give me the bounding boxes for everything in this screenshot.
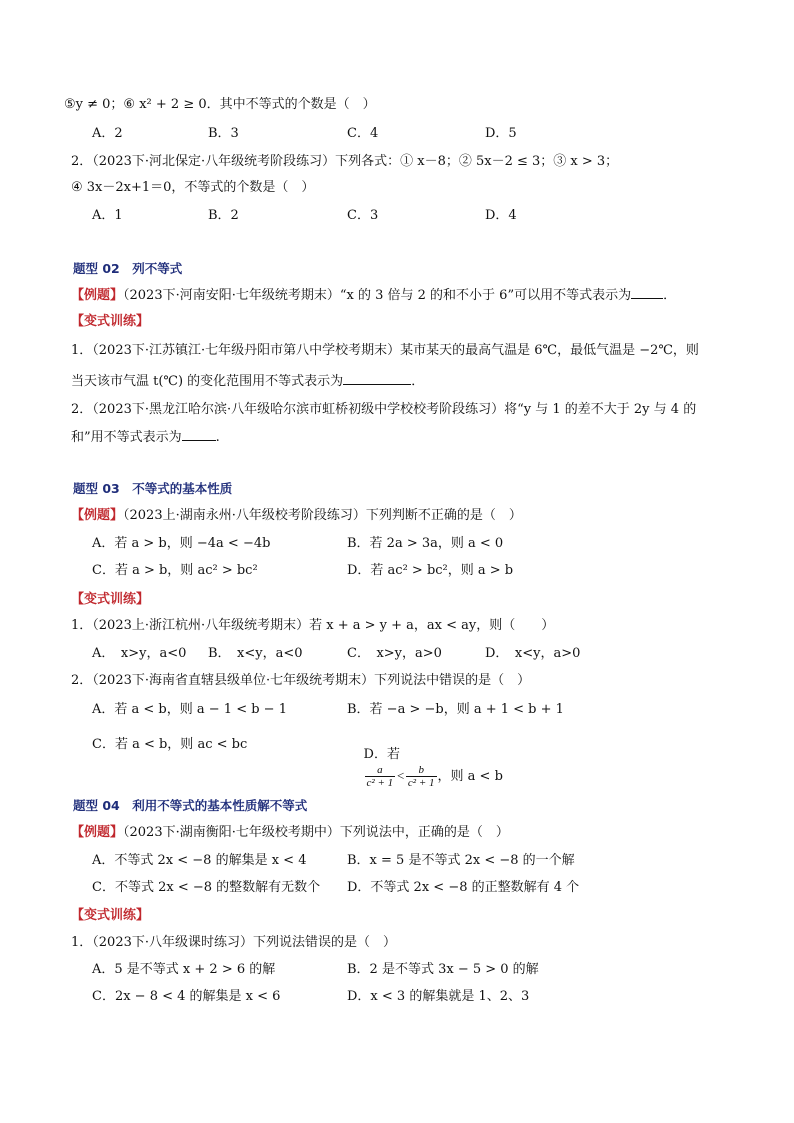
answer-blank xyxy=(343,372,411,385)
option-b: B．3 xyxy=(208,126,239,141)
option-c: C． x>y，a>0 xyxy=(347,646,442,661)
option-d-prefix: D．若 xyxy=(363,747,400,762)
fraction xyxy=(406,764,437,789)
option-d-suffix: ，则 a < b xyxy=(437,769,503,784)
train-tag: 【变式训练】 xyxy=(71,314,150,329)
option-a: A．若 a > b，则 −4a < −4b xyxy=(92,536,271,551)
option-d: D．x < 3 的解集就是 1、2、3 xyxy=(347,989,530,1004)
question-line xyxy=(71,617,554,635)
option-a: A．若 a < b，则 a − 1 < b − 1 xyxy=(92,702,287,717)
fraction xyxy=(365,764,396,789)
option-d xyxy=(347,728,503,807)
option-d: D．4 xyxy=(485,208,517,223)
question-line xyxy=(71,428,220,447)
option-d: D．不等式 2x < −8 的正整数解有 4 个 xyxy=(347,880,580,895)
example-text: （2023下·湖南衡阳·七年级校考期中）下列说法中，正确的是（ ） xyxy=(123,825,509,840)
question-line xyxy=(71,342,699,360)
option-a: A．5 是不等式 x + 2 > 6 的解 xyxy=(92,962,276,977)
question-text: 2．（2023下·黑龙江哈尔滨·八年级哈尔滨市虹桥初级中学校校考阶段练习）将“y 与 1 的差不大于 2y 与 4 的 xyxy=(71,402,697,417)
question-text: 2．（2023下·河北保定·八年级统考阶段练习）下列各式：① x－8；② 5x－2 ≤ 3；③ x > 3； xyxy=(71,154,619,169)
question-text: 1．（2023下·江苏镇江·七年级丹阳市第八中学校考期末）某市某天的最高气温是 6℃，最低气温是 −2℃，则 xyxy=(71,343,699,358)
question-text: 1．（2023上·浙江杭州·八年级统考期末）若 x + a > y + a，ax < ay，则（ ） xyxy=(71,618,555,633)
question-line xyxy=(71,401,696,419)
option-d: D． x<y，a>0 xyxy=(485,646,581,661)
question-line xyxy=(71,934,396,952)
train-tag: 【变式训练】 xyxy=(71,592,150,607)
train-tag: 【变式训练】 xyxy=(71,908,150,923)
option-c: C．2x − 8 < 4 的解集是 x < 6 xyxy=(92,989,281,1004)
question-line xyxy=(71,372,424,391)
section-heading: 题型 04 利用不等式的基本性质解不等式 xyxy=(73,798,308,813)
example-text: （2023下·河南安阳·七年级统考期末）“x 的 3 倍与 2 的和不小于 6”可以用不等式表示为 xyxy=(123,288,632,303)
fraction-denominator: c² + 1 xyxy=(407,777,435,789)
question-text: 2．（2023下·海南省直辖县级单位·七年级统考期末）下列说法中错误的是（ ） xyxy=(71,673,531,688)
example-tag: 【例题】 xyxy=(71,288,124,303)
option-a: A．2 xyxy=(92,126,123,141)
train-tag-line xyxy=(71,907,149,925)
option-b: B． x<y，a<0 xyxy=(208,646,303,661)
punct: . xyxy=(215,430,220,445)
example-line xyxy=(71,286,676,305)
question-text: 当天该市气温 t(℃) 的变化范围用不等式表示为 xyxy=(71,374,344,389)
question-line xyxy=(64,96,376,114)
train-tag-line xyxy=(71,313,149,331)
fraction-numerator: a xyxy=(365,764,396,777)
question-text: 1．（2023下·八年级课时练习）下列说法错误的是（ ） xyxy=(71,935,396,950)
option-a: A． x>y，a<0 xyxy=(92,646,187,661)
train-tag-line xyxy=(71,591,149,609)
example-line xyxy=(71,824,509,842)
option-b: B．若 −a > −b，则 a + 1 < b + 1 xyxy=(347,702,564,717)
option-d: D．若 ac² > bc²，则 a > b xyxy=(347,563,514,578)
option-b: B．2 xyxy=(208,208,239,223)
answer-blank xyxy=(182,428,216,441)
less-than: < xyxy=(396,768,405,783)
section-heading: 题型 02 列不等式 xyxy=(73,261,183,276)
fraction-numerator: b xyxy=(406,764,437,777)
question-line xyxy=(71,672,530,690)
question-text: ⑤y ≠ 0；⑥ x² + 2 ≥ 0．其中不等式的个数是（ ） xyxy=(64,97,376,112)
example-tag: 【例题】 xyxy=(71,508,124,523)
option-b: B．x = 5 是不等式 2x < −8 的一个解 xyxy=(347,853,575,868)
question-line xyxy=(71,179,314,197)
section-heading: 题型 03 不等式的基本性质 xyxy=(73,481,233,496)
example-tag: 【例题】 xyxy=(71,825,124,840)
punct: ． xyxy=(411,374,425,389)
option-c: C．若 a > b，则 ac² > bc² xyxy=(92,563,258,578)
option-a: A．不等式 2x < −8 的解集是 x < 4 xyxy=(92,853,307,868)
option-c: C．3 xyxy=(347,208,379,223)
question-text: 和”用不等式表示为 xyxy=(71,430,182,445)
question-text: ④ 3x－2x+1＝0，不等式的个数是（ ） xyxy=(71,180,315,195)
option-c: C．4 xyxy=(347,126,379,141)
option-b: B．2 是不等式 3x − 5 > 0 的解 xyxy=(347,962,539,977)
question-line xyxy=(71,153,618,171)
option-c: C．若 a < b，则 ac < bc xyxy=(92,737,248,752)
option-c: C．不等式 2x < −8 的整数解有无数个 xyxy=(92,880,321,895)
option-a: A．1 xyxy=(92,208,123,223)
fraction-denominator: c² + 1 xyxy=(366,777,394,789)
option-d: D．5 xyxy=(485,126,517,141)
example-text: （2023上·湖南永州·八年级校考阶段练习）下列判断不正确的是（ ） xyxy=(123,508,522,523)
example-line xyxy=(71,507,522,525)
answer-blank xyxy=(631,286,663,299)
option-b: B．若 2a > 3a，则 a < 0 xyxy=(347,536,504,551)
punct: ． xyxy=(663,288,677,303)
